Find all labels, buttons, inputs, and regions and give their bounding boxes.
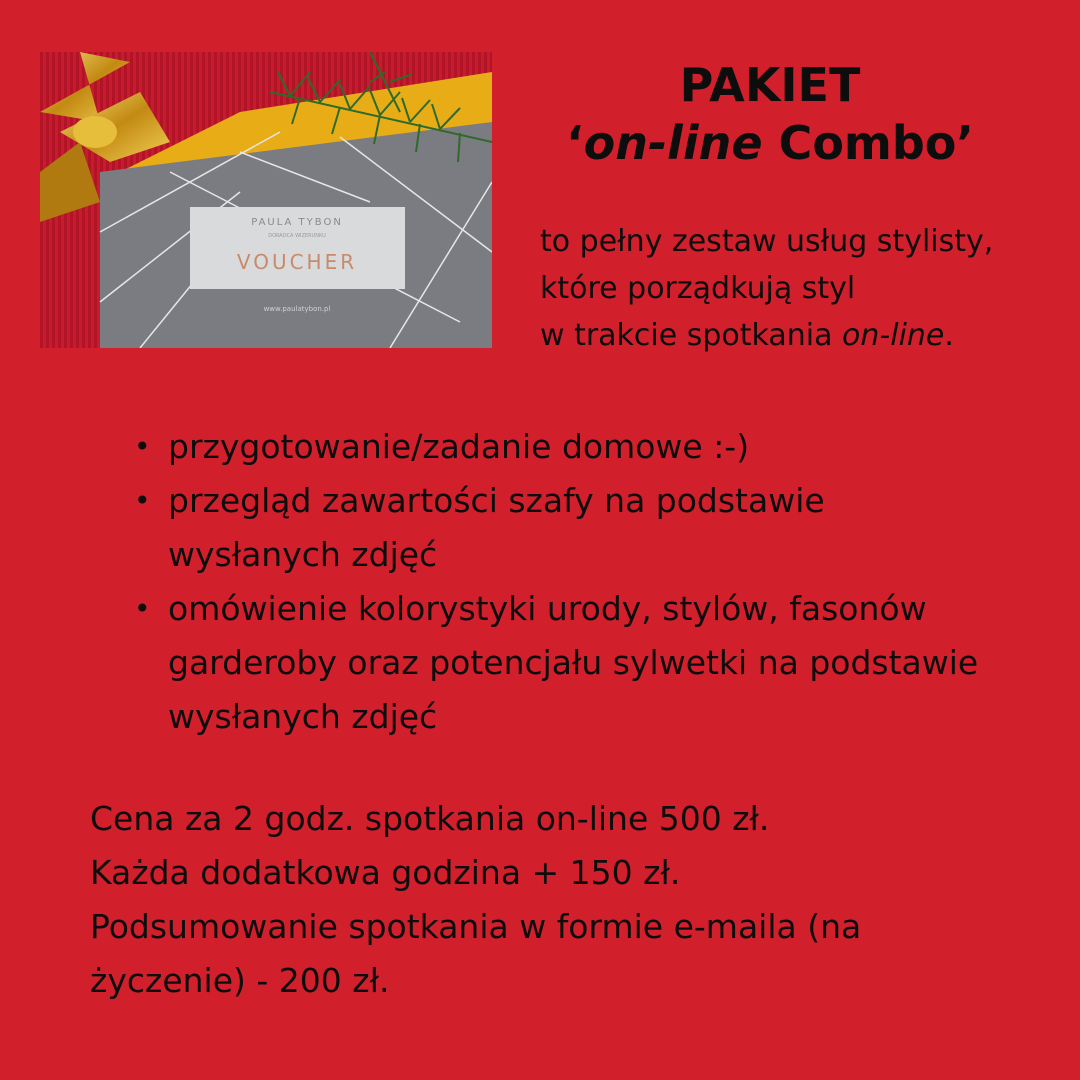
- pricing-block: [90, 792, 1050, 1008]
- list-item-text: przygotowanie/zadanie domowe :-): [168, 427, 750, 466]
- title-quote-open: ‘: [566, 116, 584, 170]
- title-rest: Combo: [762, 116, 957, 170]
- pricing-line-3: Podsumowanie spotkania w formie e-maila (na: [90, 907, 862, 946]
- list-item-text: przegląd zawartości szafy na podstawie wysłanych zdjęć: [168, 481, 825, 574]
- intro-line-1: to pełny zestaw usług stylisty,: [540, 224, 994, 259]
- pricing-line-1: Cena za 2 godz. spotkania on-line 500 zł.: [90, 799, 770, 838]
- list-item: [130, 474, 928, 582]
- pricing-line-2: Każda dodatkowa godzina + 150 zł.: [90, 853, 681, 892]
- bullet-icon: •: [134, 484, 151, 517]
- package-intro: [540, 218, 1060, 359]
- list-item: [130, 420, 1030, 474]
- voucher-photo: [40, 52, 492, 348]
- title-quote-close: ’: [956, 116, 974, 170]
- voucher-url: www.paulatybon.pl: [263, 305, 331, 313]
- list-item: [130, 582, 1058, 744]
- intro-line-3-suffix: .: [944, 318, 954, 353]
- bullet-icon: •: [134, 592, 151, 625]
- package-title: [560, 56, 980, 172]
- voucher-subtitle: DORADCA WIZERUNKU: [268, 233, 326, 239]
- service-list: [130, 420, 1030, 744]
- intro-line-3-prefix: w trakcie spotkania: [540, 318, 843, 353]
- intro-line-3: [540, 312, 1060, 359]
- intro-line-3-italic: on-line: [842, 318, 945, 353]
- voucher-label: VOUCHER: [236, 250, 358, 274]
- title-line-2: [560, 114, 980, 172]
- intro-line-2: które porządkują styl: [540, 271, 856, 306]
- voucher-illustration: [40, 52, 492, 348]
- title-line-1: PAKIET: [679, 58, 861, 112]
- list-item-text: omówienie kolorystyki urody, stylów, fasonów garderoby oraz potencjału sylwetki na podstawie wysłanych zdjęć: [168, 589, 979, 736]
- bullet-icon: •: [134, 430, 151, 463]
- title-italic: on-line: [583, 116, 763, 170]
- voucher-brand: PAULA TYBON: [251, 217, 343, 228]
- pricing-line-4: życzenie) - 200 zł.: [90, 961, 390, 1000]
